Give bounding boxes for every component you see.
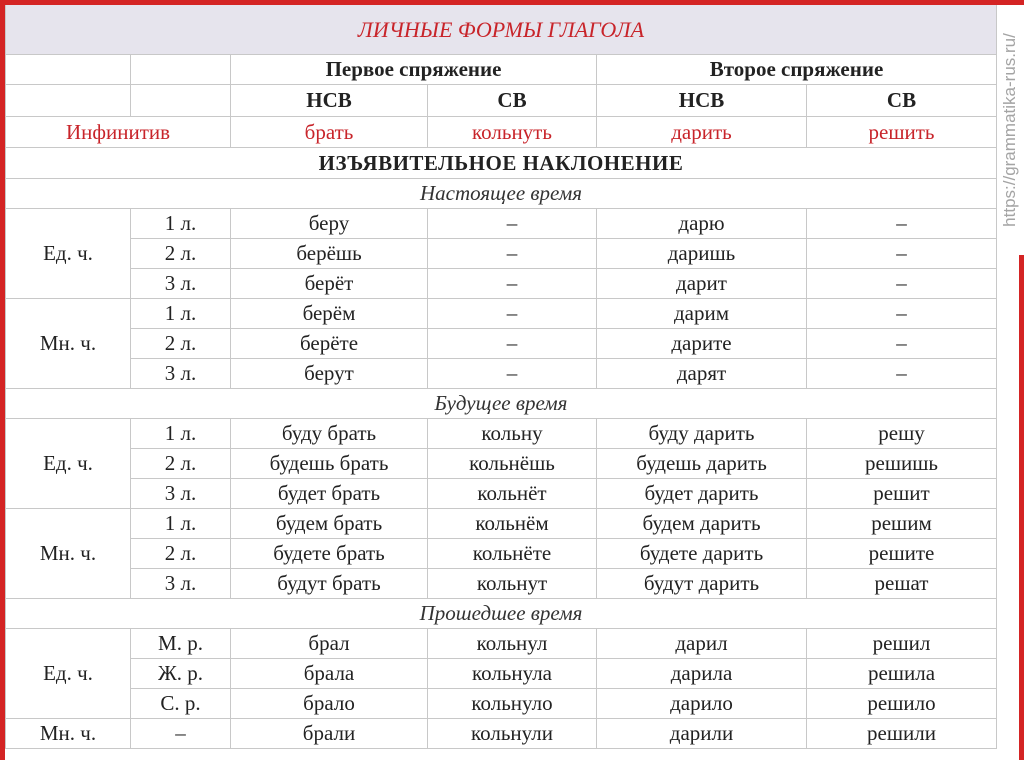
form-cell: брали [231,719,428,749]
form-cell: – [807,329,997,359]
form-cell: берём [231,299,428,329]
form-cell: дарила [597,659,807,689]
infinitive-label: Инфинитив [6,117,231,148]
form-cell: – [807,269,997,299]
form-cell: будут дарить [597,569,807,599]
number-singular: Ед. ч. [6,209,131,299]
form-cell: – [428,299,597,329]
form-cell: – [807,299,997,329]
form-cell: буду дарить [597,419,807,449]
form-cell: – [807,209,997,239]
form-cell: – [428,269,597,299]
mood-heading: ИЗЪЯВИТЕЛЬНОЕ НАКЛОНЕНИЕ [6,148,997,179]
form-cell: дарит [597,269,807,299]
form-cell: кольну [428,419,597,449]
table-row [6,479,997,509]
form-cell: даришь [597,239,807,269]
form-cell: дарим [597,299,807,329]
infinitive-value: кольнуть [428,117,597,148]
table-row [6,419,997,449]
empty-cell [6,85,131,117]
form-cell: брал [231,629,428,659]
empty-cell [131,55,231,85]
gender-cell: С. р. [131,689,231,719]
form-cell: будешь брать [231,449,428,479]
tense-row [6,389,997,419]
person-cell: 1 л. [131,209,231,239]
conjugation-header-row [6,55,997,85]
form-cell: будет брать [231,479,428,509]
aspect-nsv-1: НСВ [231,85,428,117]
mood-row [6,148,997,179]
person-cell: 2 л. [131,329,231,359]
infinitive-row [6,117,997,148]
form-cell: решили [807,719,997,749]
form-cell: кольнёте [428,539,597,569]
form-cell: будете брать [231,539,428,569]
gender-cell: Ж. р. [131,659,231,689]
table-row [6,209,997,239]
form-cell: берёт [231,269,428,299]
tense-heading-future: Будущее время [6,389,997,419]
aspect-sv-2: СВ [807,85,997,117]
table-row [6,629,997,659]
aspect-nsv-2: НСВ [597,85,807,117]
person-cell: 3 л. [131,569,231,599]
table-row [6,659,997,689]
form-cell: будешь дарить [597,449,807,479]
gender-cell: М. р. [131,629,231,659]
form-cell: – [428,239,597,269]
person-cell: 3 л. [131,359,231,389]
tense-heading-present: Настоящее время [6,179,997,209]
aspect-header-row [6,85,997,117]
tense-row [6,179,997,209]
table-row [6,689,997,719]
form-cell: кольнём [428,509,597,539]
form-cell: дарили [597,719,807,749]
number-singular: Ед. ч. [6,629,131,719]
form-cell: кольнуло [428,689,597,719]
watermark [996,5,1024,255]
form-cell: дарите [597,329,807,359]
number-plural: Мн. ч. [6,509,131,599]
form-cell: брало [231,689,428,719]
form-cell: кольнут [428,569,597,599]
table-row [6,239,997,269]
form-cell: кольнёт [428,479,597,509]
form-cell: решило [807,689,997,719]
form-cell: решил [807,629,997,659]
form-cell: – [807,239,997,269]
verb-forms-table [5,5,997,749]
form-cell: решите [807,539,997,569]
second-conjugation-header: Второе спряжение [597,55,997,85]
infinitive-value: решить [807,117,997,148]
person-cell: 3 л. [131,269,231,299]
form-cell: буду брать [231,419,428,449]
form-cell: дарило [597,689,807,719]
form-cell: кольнула [428,659,597,689]
form-cell: берёшь [231,239,428,269]
form-cell: будет дарить [597,479,807,509]
person-cell: 1 л. [131,419,231,449]
first-conjugation-header: Первое спряжение [231,55,597,85]
form-cell: кольнул [428,629,597,659]
title-row [6,5,997,55]
form-cell: будете дарить [597,539,807,569]
table-row [6,299,997,329]
form-cell: решим [807,509,997,539]
form-cell: дарят [597,359,807,389]
watermark-text: https://grammatika-rus.ru/ [1000,33,1019,227]
form-cell: берут [231,359,428,389]
empty-cell [6,55,131,85]
person-cell: 1 л. [131,509,231,539]
form-cell: будем дарить [597,509,807,539]
table-row [6,269,997,299]
form-cell: – [807,359,997,389]
gender-cell: – [131,719,231,749]
form-cell: будут брать [231,569,428,599]
person-cell: 2 л. [131,449,231,479]
form-cell: решишь [807,449,997,479]
form-cell: беру [231,209,428,239]
form-cell: кольнули [428,719,597,749]
table-row [6,359,997,389]
tense-heading-past: Прошедшее время [6,599,997,629]
table-row [6,539,997,569]
number-plural: Мн. ч. [6,299,131,389]
form-cell: дарю [597,209,807,239]
form-cell: будем брать [231,509,428,539]
form-cell: решит [807,479,997,509]
form-cell: – [428,209,597,239]
empty-cell [131,85,231,117]
number-plural: Мн. ч. [6,719,131,749]
infinitive-value: брать [231,117,428,148]
tense-row [6,599,997,629]
form-cell: решу [807,419,997,449]
table-row [6,569,997,599]
form-cell: – [428,329,597,359]
form-cell: решат [807,569,997,599]
form-cell: кольнёшь [428,449,597,479]
number-singular: Ед. ч. [6,419,131,509]
table-row [6,719,997,749]
person-cell: 2 л. [131,239,231,269]
person-cell: 1 л. [131,299,231,329]
table-row [6,329,997,359]
table-row [6,509,997,539]
person-cell: 2 л. [131,539,231,569]
table-row [6,449,997,479]
form-cell: дарил [597,629,807,659]
form-cell: берёте [231,329,428,359]
person-cell: 3 л. [131,479,231,509]
aspect-sv-1: СВ [428,85,597,117]
form-cell: решила [807,659,997,689]
infinitive-value: дарить [597,117,807,148]
form-cell: брала [231,659,428,689]
table-title: ЛИЧНЫЕ ФОРМЫ ГЛАГОЛА [6,5,997,55]
form-cell: – [428,359,597,389]
